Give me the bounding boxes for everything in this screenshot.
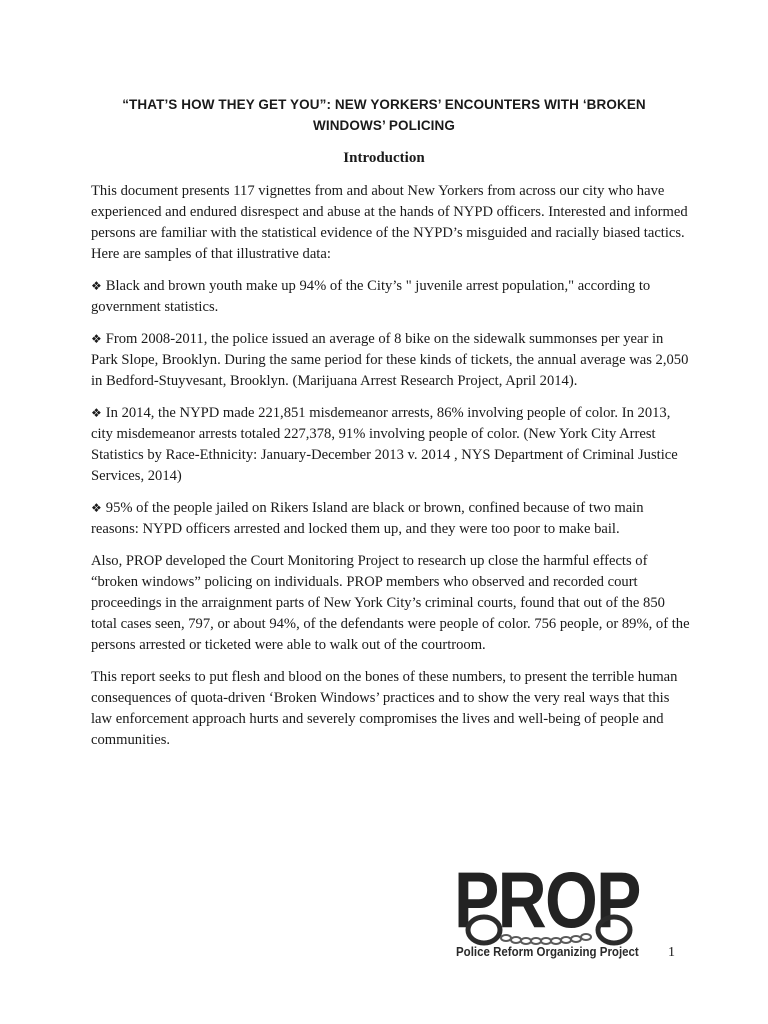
bullet-item bbox=[91, 329, 691, 392]
page-number: 1 bbox=[668, 945, 675, 960]
chain-icon bbox=[454, 910, 644, 950]
section-heading: Introduction bbox=[343, 150, 425, 166]
bullet-item bbox=[91, 498, 691, 540]
bullet-icon: ❖ bbox=[91, 406, 102, 420]
bullet-item bbox=[91, 403, 691, 487]
document-title bbox=[80, 94, 688, 136]
bullet-text: Black and brown youth make up 94% of the City’s " juvenile arrest population," according to government statistics. bbox=[91, 278, 651, 315]
title-line-1: “THAT’S HOW THEY GET YOU”: NEW YORKERS’ ENCOUNTERS WITH ‘BROKEN bbox=[122, 97, 646, 112]
title-line-2: WINDOWS’ POLICING bbox=[313, 118, 455, 133]
body-paragraph: Also, PROP developed the Court Monitoring Project to research up close the harmful effects of “broken windows” policing on individuals. PROP members who observed and recorded court proceedings in the arraignment parts of New York City’s criminal courts, found that out of the 850 total cases seen, 797, or about 94%, of the defendants were people of color. 756 people, or 89%, of the persons arrested or ticketed were able to walk out of the courtroom. bbox=[91, 553, 690, 653]
bullet-text: In 2014, the NYPD made 221,851 misdemeanor arrests, 86% involving people of color. In 2013, city misdemeanor arrests totaled 227,378, 91% involving people of color. (New York City Arrest Statistics by Race-Ethnicity: January-December 2013 v. 2014 , NYS Department of Criminal Justice Services, 2014) bbox=[91, 405, 678, 484]
logo-subtitle: Police Reform Organizing Project bbox=[456, 945, 639, 959]
document-body bbox=[91, 181, 691, 762]
bullet-icon: ❖ bbox=[91, 501, 102, 515]
prop-logo bbox=[454, 855, 644, 962]
logo-wordmark: PROP bbox=[454, 855, 640, 944]
bullet-text: 95% of the people jailed on Rikers Island are black or brown, confined because of two main reasons: NYPD officers arrested and locked them up, and they were too poor to make bail. bbox=[91, 500, 644, 537]
bullet-item bbox=[91, 276, 691, 318]
bullet-icon: ❖ bbox=[91, 332, 102, 346]
bullet-icon: ❖ bbox=[91, 279, 102, 293]
intro-paragraph: This document presents 117 vignettes from and about New Yorkers from across our city who have experienced and endured disrespect and abuse at the hands of NYPD officers. Interested and informed persons are familiar with the statistical evidence of the NYPD’s misguided and racially biased tactics. Here are samples of that illustrative data: bbox=[91, 183, 688, 262]
bullet-text: From 2008-2011, the police issued an average of 8 bike on the sidewalk summonses per year in Park Slope, Brooklyn. During the same period for these kinds of tickets, the annual average was 2,050 in Bedford-Stuyvesant, Brooklyn. (Marijuana Arrest Research Project, April 2014). bbox=[91, 331, 689, 389]
body-paragraph: This report seeks to put flesh and blood on the bones of these numbers, to present the terrible human consequences of quota-driven ‘Broken Windows’ practices and to show the very real ways that this law enforcement approach hurts and severely compromises the lives and well-being of people and communities. bbox=[91, 669, 678, 748]
